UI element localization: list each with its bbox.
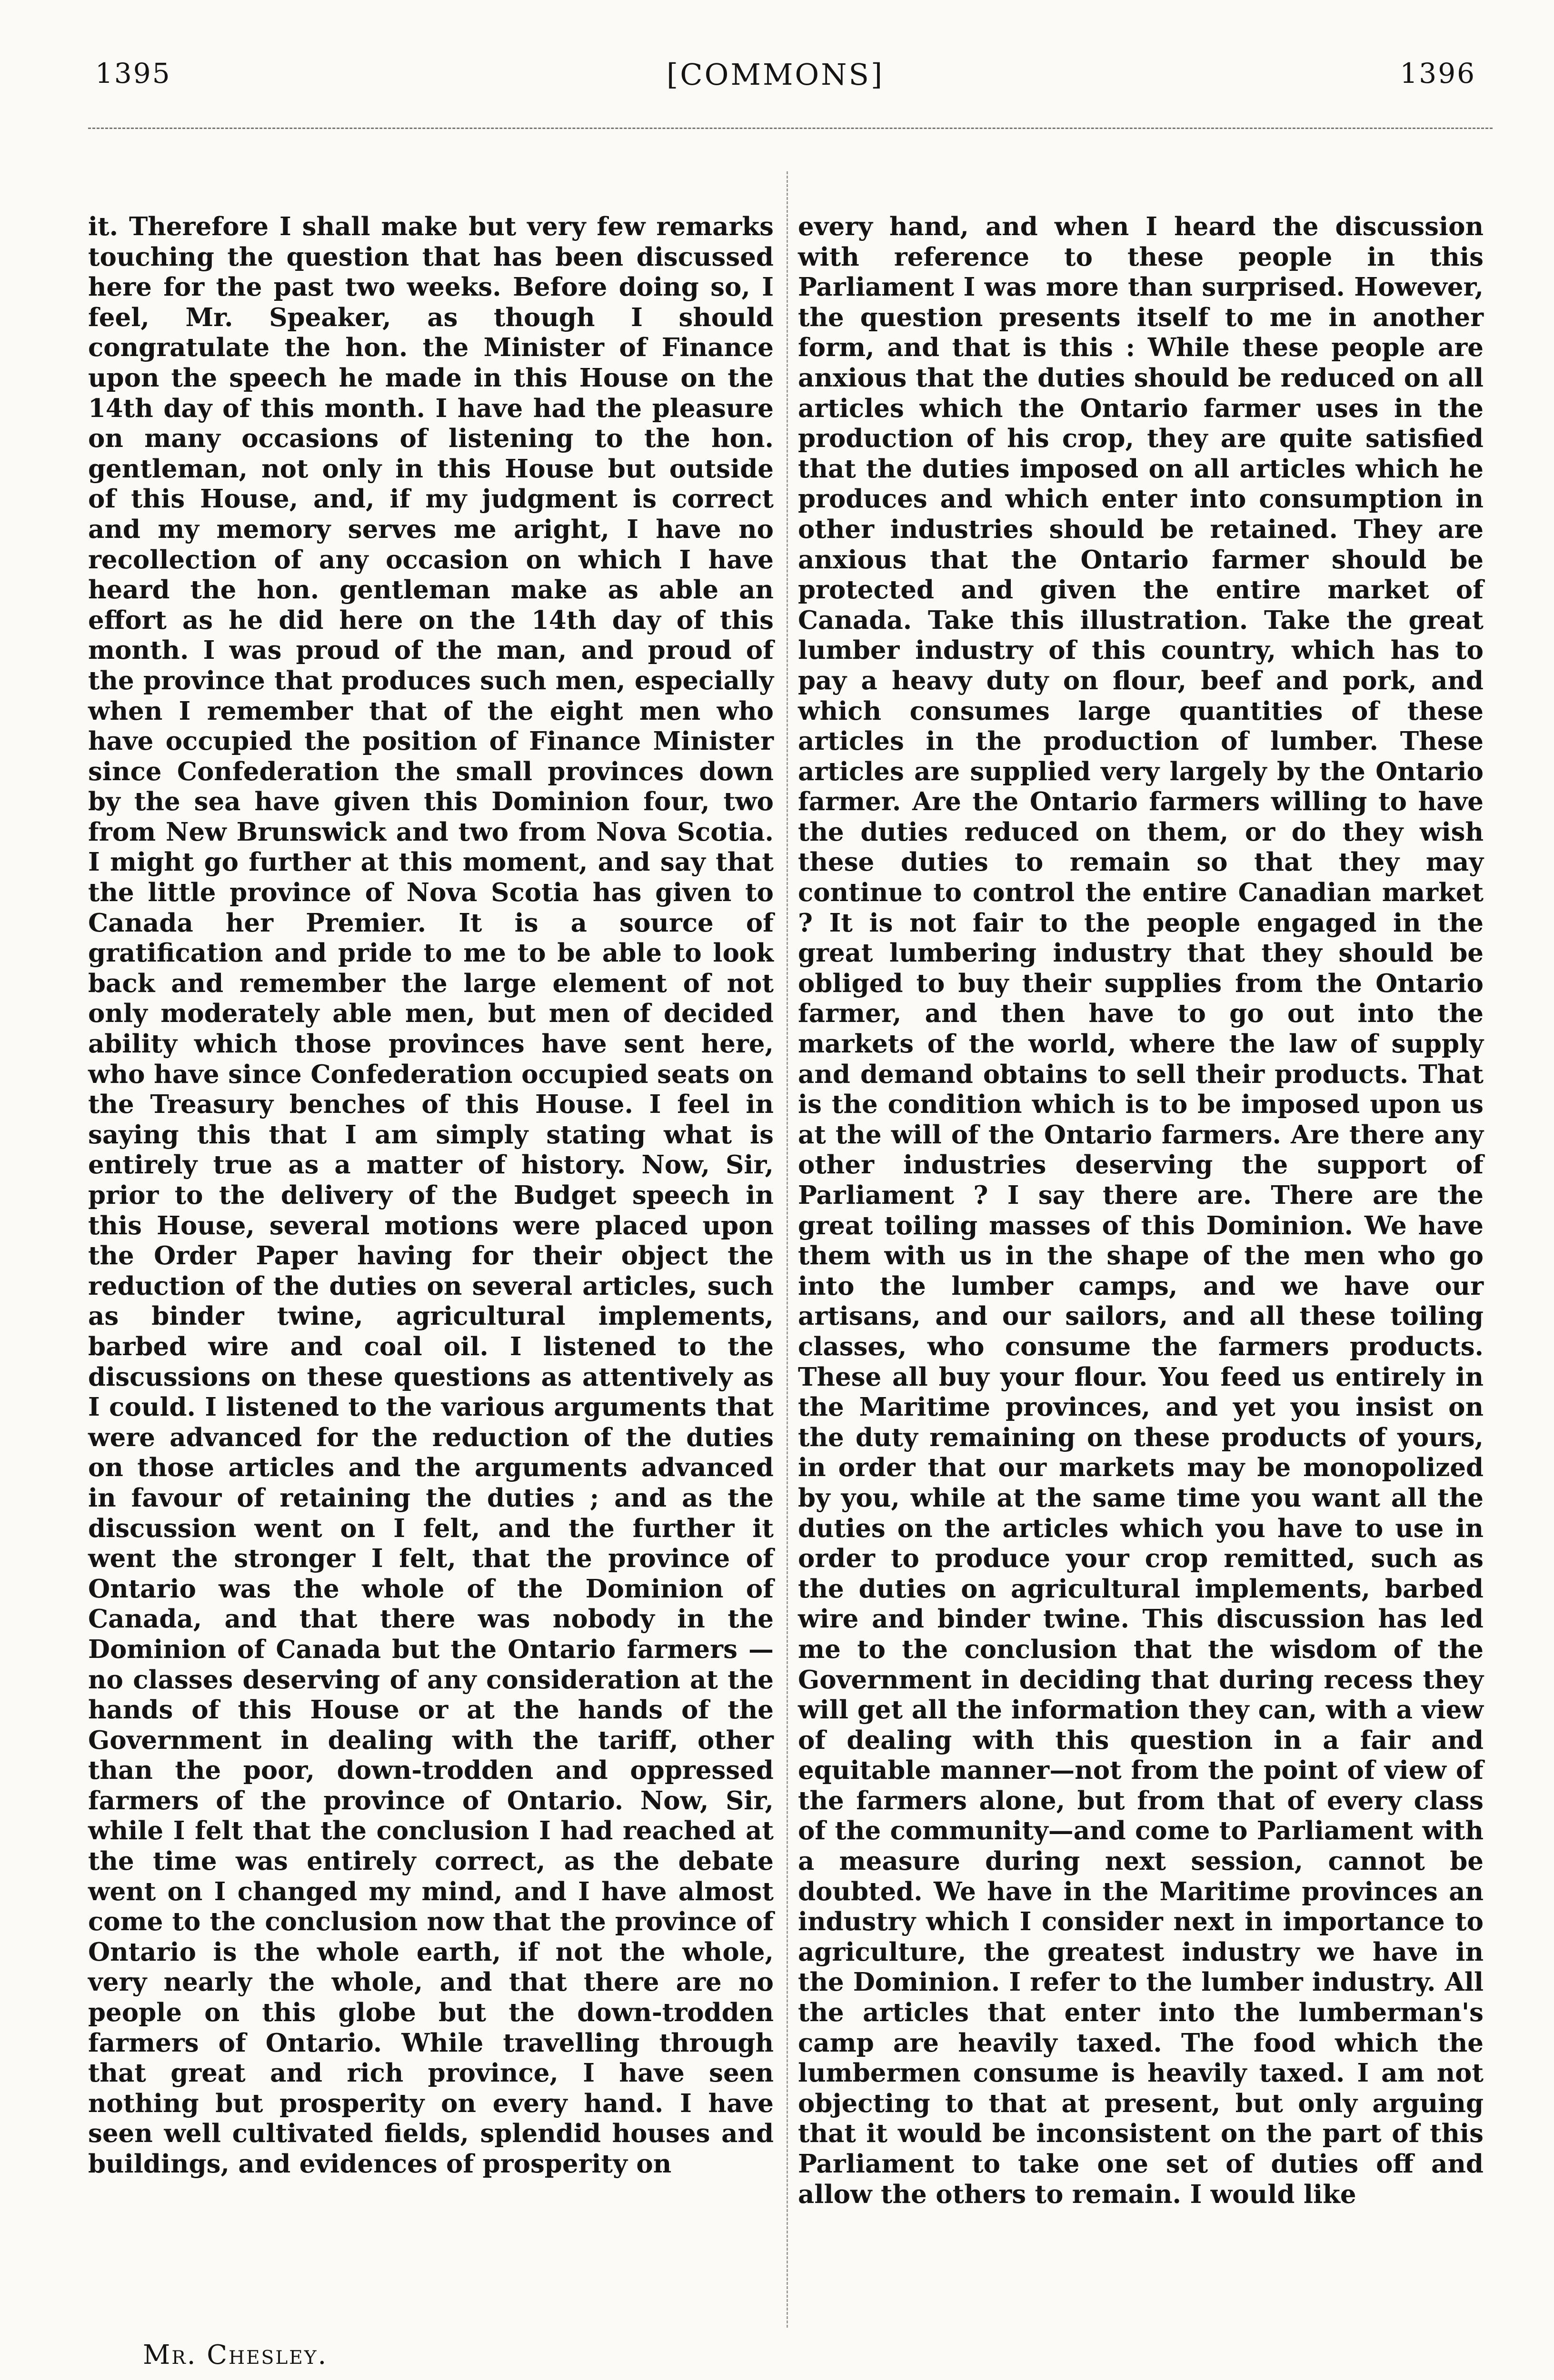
right-column-text: every hand, and when I heard the discussion with reference to these people in this Parliament I was more than surprised. However, the question presents itself to me in another form, and that is this : While these people are anxious that the duties should be reduced on all articles which the Ontario farmer uses in the production of his crop, they are quite satisfied that the duties imposed on all articles which he produces and which enter into consumption in other industries should be retained. They are anxious that the Ontario farmer should be protected and given the entire market of Canada. Take this illustration. Take the great lumber industry of this country, which has to pay a heavy duty on flour, beef and pork, and which consumes large quantities of these articles in the production of lumber. These articles are supplied very largely by the Ontario farmer. Are the Ontario farmers willing to have the duties reduced on them, or do they wish these duties to remain so that they may continue to control the entire Canadian market ? It is not fair to the people engaged in the great lumbering industry that they should be obliged to buy their supplies from the Ontario farmer, and then have to go out into the markets of the world, where the law of supply and demand obtains to sell their products. That is the condition which is to be imposed upon us at the will of the Ontario farmers. Are there any other industries deserving the support of Parliament ? I say there are. There are the great toiling masses of this Dominion. We have them with us in the shape of the men who go into the lumber camps, and we have our artisans, and our sailors, and all these toiling classes, who consume the farmers products. These all buy your flour. You feed us entirely in the Maritime provinces, and yet you insist on the duty remaining on these products of yours, in order that our markets may be monopolized by you, while at the same time you want all the duties on the articles which you have to use in order to produce your crop remitted, such as the duties on agricultural implements, barbed wire and binder twine. This discussion has led me to the conclusion that the wisdom of the Government in deciding that during recess they will get all the information they can, with a view of dealing with this question in a fair and equitable manner—not from the point of view of the farmers alone, but from that of every class of the community—and come to Parliament with a measure during next session, cannot be doubted. We have in the Maritime provinces an industry which I consider next in importance to agriculture, the greatest industry we have in the Dominion. I refer to the lumber industry. All the articles that enter into the lumberman's camp are heavily taxed. The food which the lumbermen consume is heavily taxed. I am not objecting to that at present, but only arguing that it would be inconsistent on the part of this Parliament to take one set of duties off and allow the others to remain. I would like xyxy=(798,212,1484,2209)
header-rule xyxy=(88,128,1493,129)
left-column-text: it. Therefore I shall make but very few remarks touching the question that has been discussed here for the past two weeks. Before doing so, I feel, Mr. Speaker, as though I should congratulate the hon. the Minister of Finance upon the speech he made in this House on the 14th day of this month. I have had the pleasure on many occasions of listening to the hon. gentleman, not only in this House but outside of this House, and, if my judgment is correct and my memory serves me aright, I have no recollection of any occasion on which I have heard the hon. gentleman make as able an effort as he did here on the 14th day of this month. I was proud of the man, and proud of the province that produces such men, especially when I remember that of the eight men who have occupied the position of Finance Minister since Confederation the small provinces down by the sea have given this Dominion four, two from New Brunswick and two from Nova Scotia. I might go further at this moment, and say that the little province of Nova Scotia has given to Canada her Premier. It is a source of gratification and pride to me to be able to look back and remember the large element of not only moderately able men, but men of decided ability which those provinces have sent here, who have since Confederation occupied seats on the Treasury benches of this House. I feel in saying this that I am simply stating what is entirely true as a matter of history. Now, Sir, prior to the delivery of the Budget speech in this House, several motions were placed upon the Order Paper having for their object the reduction of the duties on several articles, such as binder twine, agricultural implements, barbed wire and coal oil. I listened to the discussions on these questions as attentively as I could. I listened to the various arguments that were advanced for the reduction of the duties on those articles and the arguments advanced in favour of retaining the duties ; and as the discussion went on I felt, and the further it went the stronger I felt, that the province of Ontario was the whole of the Dominion of Canada, and that there was nobody in the Dominion of Canada but the Ontario farmers —no classes deserving of any consideration at the hands of this House or at the hands of the Government in dealing with the tariff, other than the poor, down-trodden and oppressed farmers of the province of Ontario. Now, Sir, while I felt that the conclusion I had reached at the time was entirely correct, as the debate went on I changed my mind, and I have almost come to the conclusion now that the province of Ontario is the whole earth, if not the whole, very nearly the whole, and that there are no people on this globe but the down-trodden farmers of Ontario. While travelling through that great and rich province, I have seen nothing but prosperity on every hand. I have seen well cultivated fields, splendid houses and buildings, and evidences of prosperity on xyxy=(88,212,774,2179)
running-title: [COMMONS] xyxy=(667,57,885,92)
page-header xyxy=(95,57,1476,114)
left-column xyxy=(88,212,774,2180)
page-number-right: 1396 xyxy=(1400,57,1476,89)
speaker-footer: Mr. Chesley. xyxy=(143,2340,328,2370)
right-column xyxy=(798,212,1484,2210)
column-divider xyxy=(787,171,788,2328)
page-number-left: 1395 xyxy=(95,57,171,89)
